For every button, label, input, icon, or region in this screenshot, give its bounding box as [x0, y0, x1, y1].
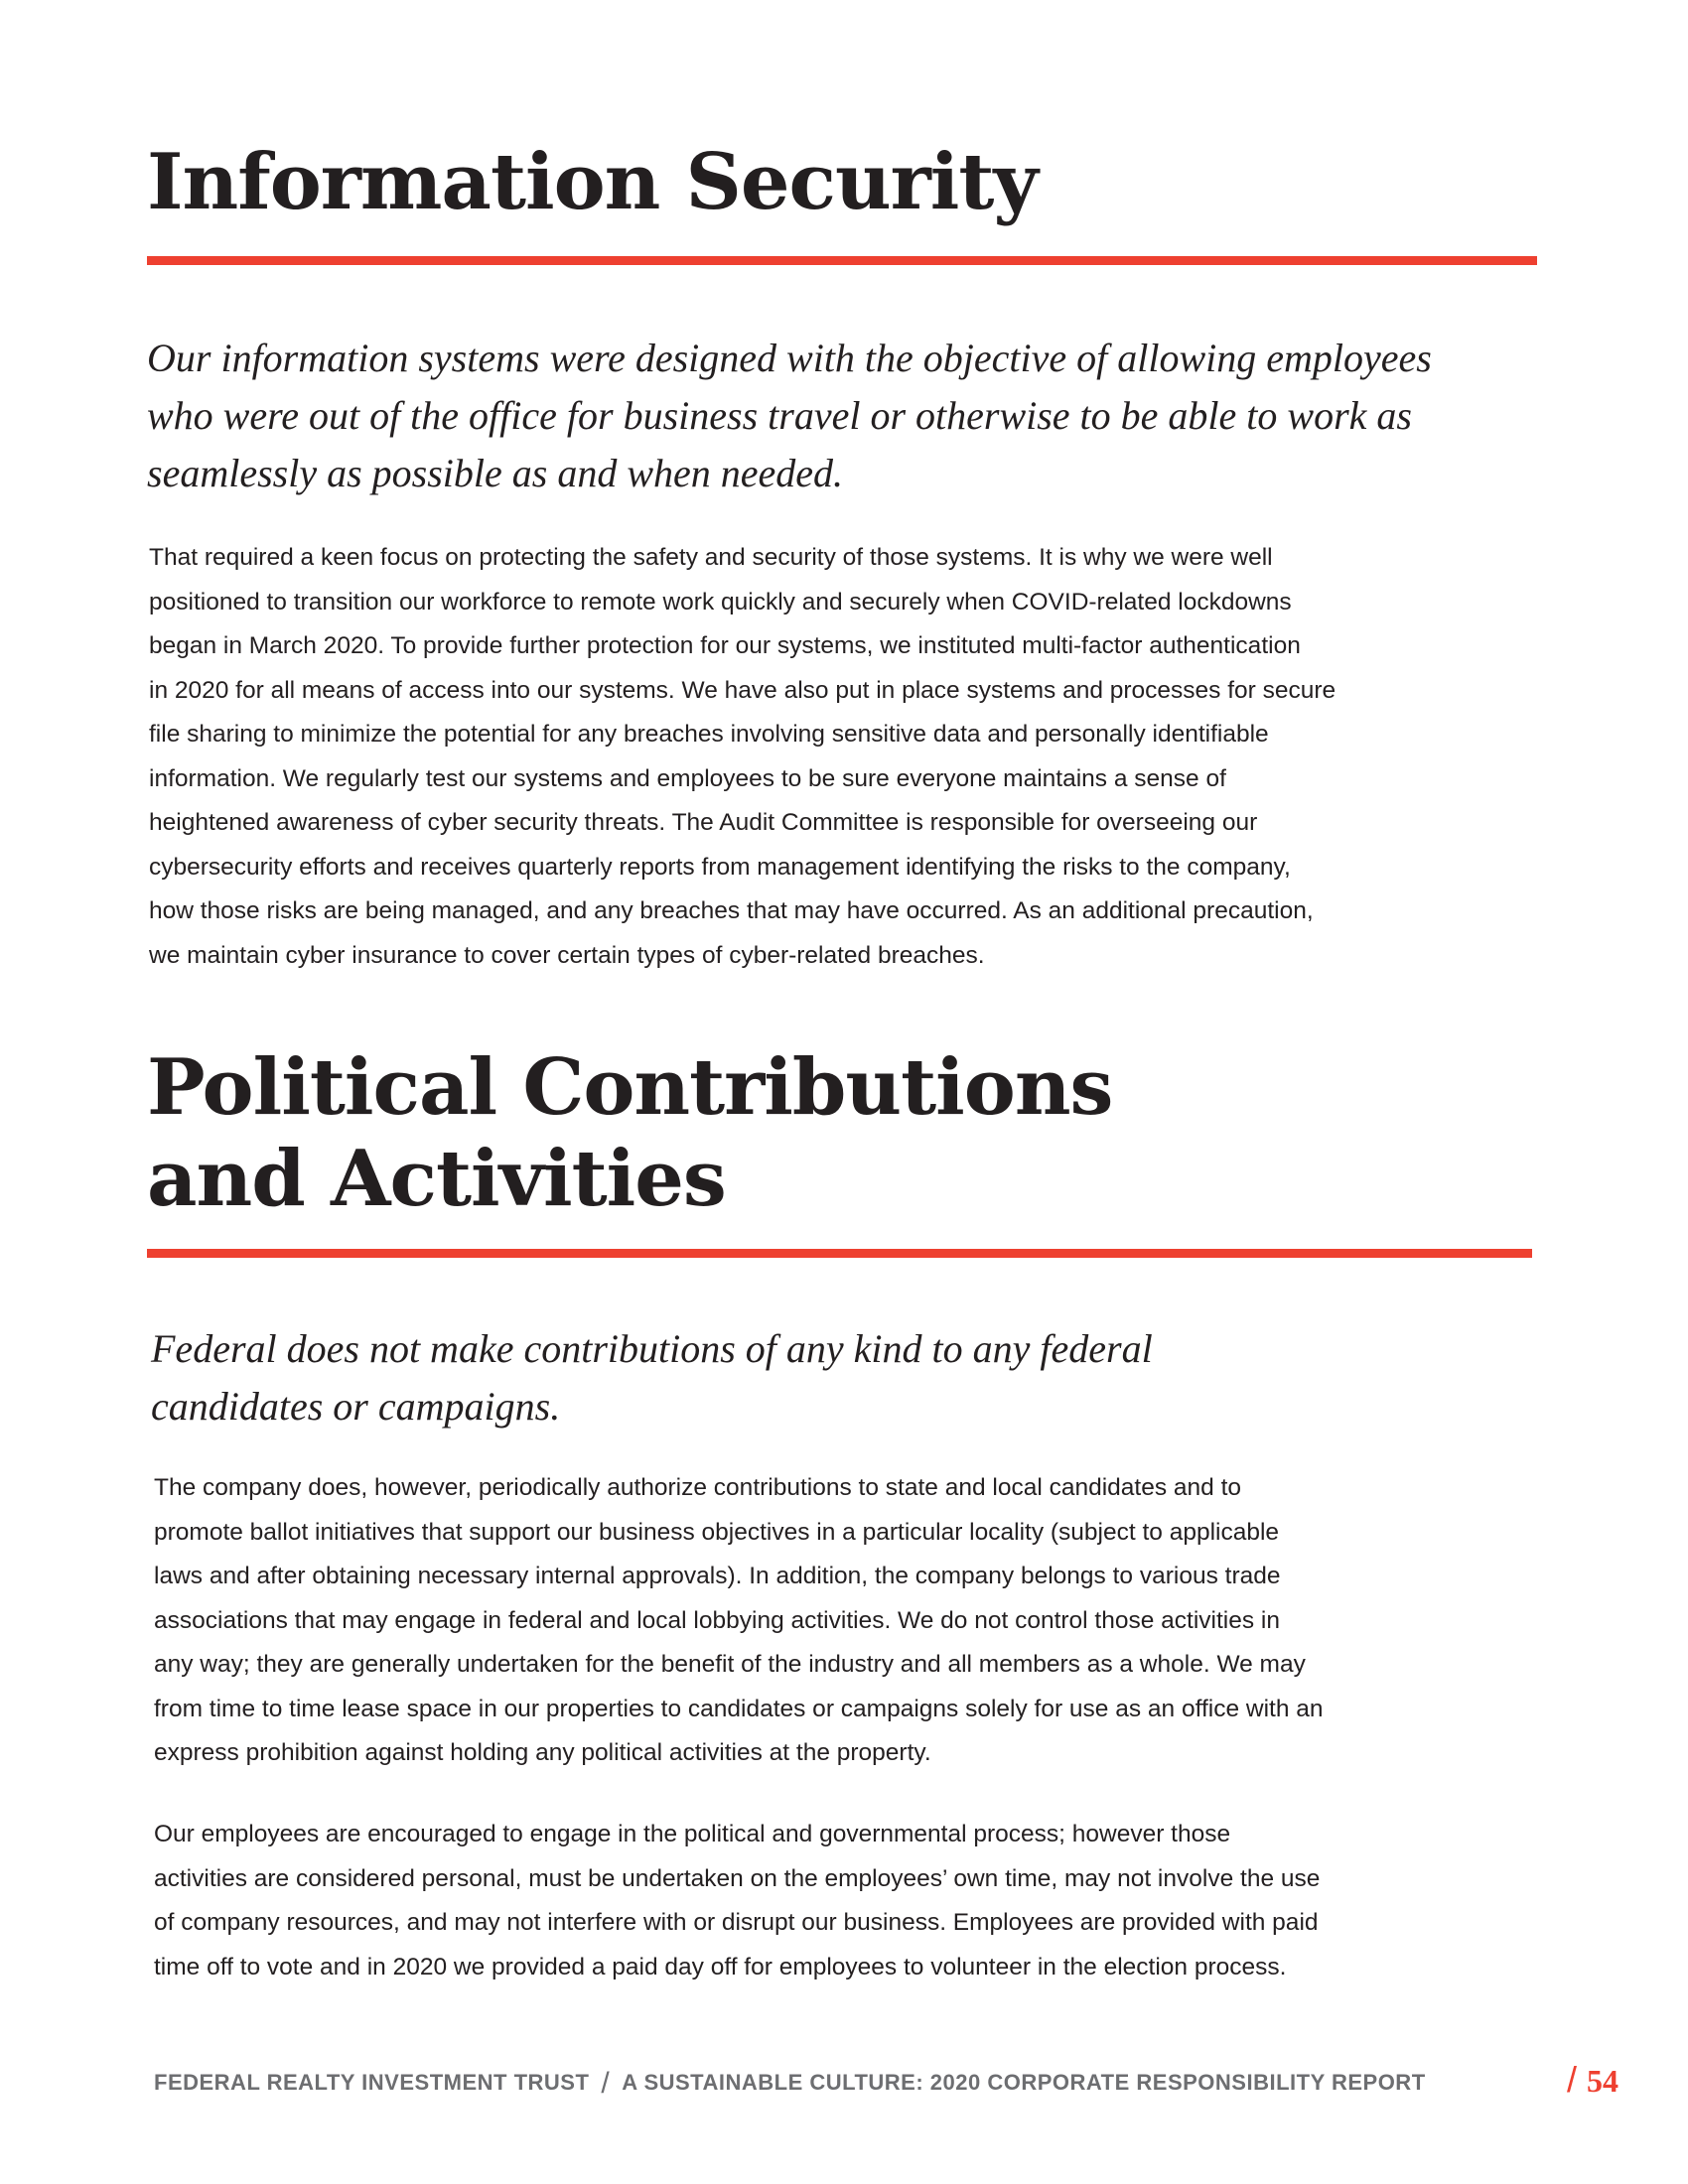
body-line: Our employees are encouraged to engage in the political and governmental process; however those [154, 1821, 1231, 1847]
body-line: from time to time lease space in our properties to candidates or campaigns solely for use as an office with an [154, 1695, 1324, 1722]
footer-separator: / [601, 2067, 611, 2100]
body-line: That required a keen focus on protecting the safety and security of those systems. It is why we were well [149, 544, 1273, 571]
body-line: cybersecurity efforts and receives quarterly reports from management identifying the risks to the company, [149, 853, 1291, 881]
body-line: The company does, however, periodically authorize contributions to state and local candidates and to [154, 1474, 1241, 1501]
section-divider-rule [147, 256, 1537, 265]
title-line: Political Contributions [147, 1042, 1113, 1133]
body-line: any way; they are generally undertaken for the benefit of the industry and all members as a whole. We may [154, 1651, 1306, 1678]
body-line: associations that may engage in federal and local lobbying activities. We do not control those activities in [154, 1606, 1280, 1634]
body-line: time off to vote and in 2020 we provided a paid day off for employees to volunteer in the election process. [154, 1953, 1287, 1980]
lead-line: Our information systems were designed with the objective of allowing employees [147, 336, 1432, 380]
body-line: of company resources, and may not interfere with or disrupt our business. Employees are provided with paid [154, 1909, 1319, 1936]
section-body-paragraph [154, 1813, 1320, 1989]
body-line: laws and after obtaining necessary internal approvals). In addition, the company belongs to various trade [154, 1563, 1281, 1589]
page-number-separator: / [1567, 2059, 1578, 2100]
title-line: and Activities [147, 1134, 726, 1224]
section-title-political-contributions [147, 1042, 1112, 1225]
section-title-information-security: Information Security [147, 137, 1038, 227]
footer-company-name: FEDERAL REALTY INVESTMENT TRUST [154, 2070, 590, 2095]
body-line: began in March 2020. To provide further protection for our systems, we instituted multi-factor authentication [149, 632, 1301, 659]
section-lead-quote [151, 1320, 1153, 1435]
body-line: positioned to transition our workforce to remote work quickly and securely when COVID-related lockdowns [149, 588, 1292, 615]
body-line: express prohibition against holding any political activities at the property. [154, 1739, 931, 1766]
body-line: how those risks are being managed, and any breaches that may have occurred. As an additional precaution, [149, 897, 1314, 924]
lead-line: who were out of the office for business travel or otherwise to be able to work as [147, 393, 1412, 438]
body-line: information. We regularly test our systems and employees to be sure everyone maintains a sense of [149, 764, 1226, 792]
page-footer [154, 2067, 1426, 2107]
footer-report-title: A SUSTAINABLE CULTURE: 2020 CORPORATE RESPONSIBILITY REPORT [622, 2070, 1426, 2095]
section-lead-quote [147, 330, 1432, 502]
page-number-block [1567, 2059, 1618, 2101]
lead-line: seamlessly as possible as and when needed. [147, 451, 844, 495]
section-body-paragraph [154, 1466, 1324, 1776]
lead-line: Federal does not make contributions of any kind to any federal [151, 1326, 1153, 1371]
section-body-paragraph [149, 536, 1336, 978]
body-line: file sharing to minimize the potential for any breaches involving sensitive data and personally identifiable [149, 721, 1269, 748]
section-divider-rule [147, 1249, 1532, 1258]
body-line: we maintain cyber insurance to cover certain types of cyber-related breaches. [149, 941, 985, 969]
page-number: 54 [1587, 2063, 1619, 2099]
body-line: activities are considered personal, must be undertaken on the employees’ own time, may not involve the use [154, 1864, 1321, 1892]
body-line: promote ballot initiatives that support our business objectives in a particular locality (subject to applicable [154, 1518, 1280, 1546]
body-line: heightened awareness of cyber security threats. The Audit Committee is responsible for overseeing our [149, 809, 1258, 836]
lead-line: candidates or campaigns. [151, 1384, 561, 1429]
body-line: in 2020 for all means of access into our systems. We have also put in place systems and processes for secure [149, 676, 1336, 704]
